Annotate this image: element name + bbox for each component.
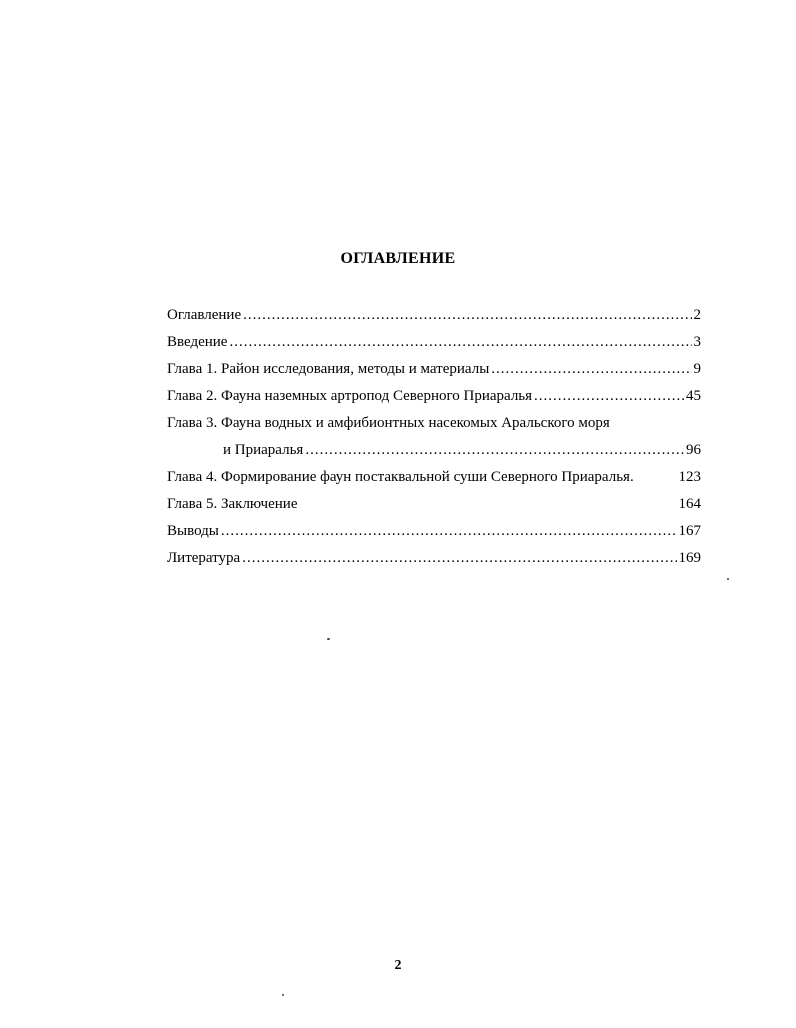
- table-of-contents: [167, 302, 701, 572]
- toc-entry-chapter-3: [167, 410, 701, 437]
- leader-dots: [534, 383, 684, 410]
- toc-entry-chapter-3-continued: [167, 437, 701, 464]
- toc-entry-page: 2: [693, 307, 701, 323]
- scan-speck: [327, 638, 330, 640]
- leader-dots: [221, 518, 677, 545]
- page-title: ОГЛАВЛЕНИЕ: [340, 250, 456, 267]
- toc-entry-label: Глава 1. Район исследования, методы и материалы: [167, 361, 490, 377]
- toc-entry-label: Глава 3. Фауна водных и амфибионтных насекомых Аральского моря: [167, 415, 610, 431]
- leader-dots: [229, 329, 691, 356]
- toc-entry-label: Введение: [167, 334, 228, 350]
- toc-entry-label: и Приаралья: [223, 442, 304, 458]
- toc-entry-chapter-2: [167, 383, 701, 410]
- toc-entry-label: Глава 4. Формирование фаун постаквальной суши Северного Приаралья.: [167, 469, 634, 485]
- toc-entry-page: 167: [678, 523, 701, 539]
- toc-entry-page: 96: [686, 442, 701, 458]
- leader-dots: [305, 437, 684, 464]
- toc-entry-chapter-4: [167, 464, 701, 491]
- toc-entry-page: 3: [693, 334, 701, 350]
- toc-entry-page: 123: [678, 469, 701, 485]
- toc-entry-page: 9: [693, 361, 701, 377]
- toc-entry-label: Глава 2. Фауна наземных артропод Северного Приаралья: [167, 388, 533, 404]
- toc-entry-literature: [167, 545, 701, 572]
- toc-entry-contents: [167, 302, 701, 329]
- toc-entry-label: Глава 5. Заключение: [167, 496, 298, 512]
- leader-dots: [243, 302, 691, 329]
- leader-dots: [242, 545, 676, 572]
- toc-entry-label: Литература: [167, 550, 241, 566]
- toc-entry-page: 169: [678, 550, 701, 566]
- toc-entry-label: Выводы: [167, 523, 219, 539]
- toc-entry-label: Оглавление: [167, 307, 242, 323]
- toc-entry-chapter-1: [167, 356, 701, 383]
- toc-entry-introduction: [167, 329, 701, 356]
- toc-entry-page: 45: [686, 388, 701, 404]
- toc-entry-conclusions: [167, 518, 701, 545]
- scan-speck: [282, 994, 284, 996]
- scan-speck: [727, 578, 729, 580]
- leader-dots: [491, 356, 691, 383]
- page-number: 2: [394, 958, 402, 973]
- toc-entry-page: 164: [678, 496, 701, 512]
- toc-entry-chapter-5: [167, 491, 701, 518]
